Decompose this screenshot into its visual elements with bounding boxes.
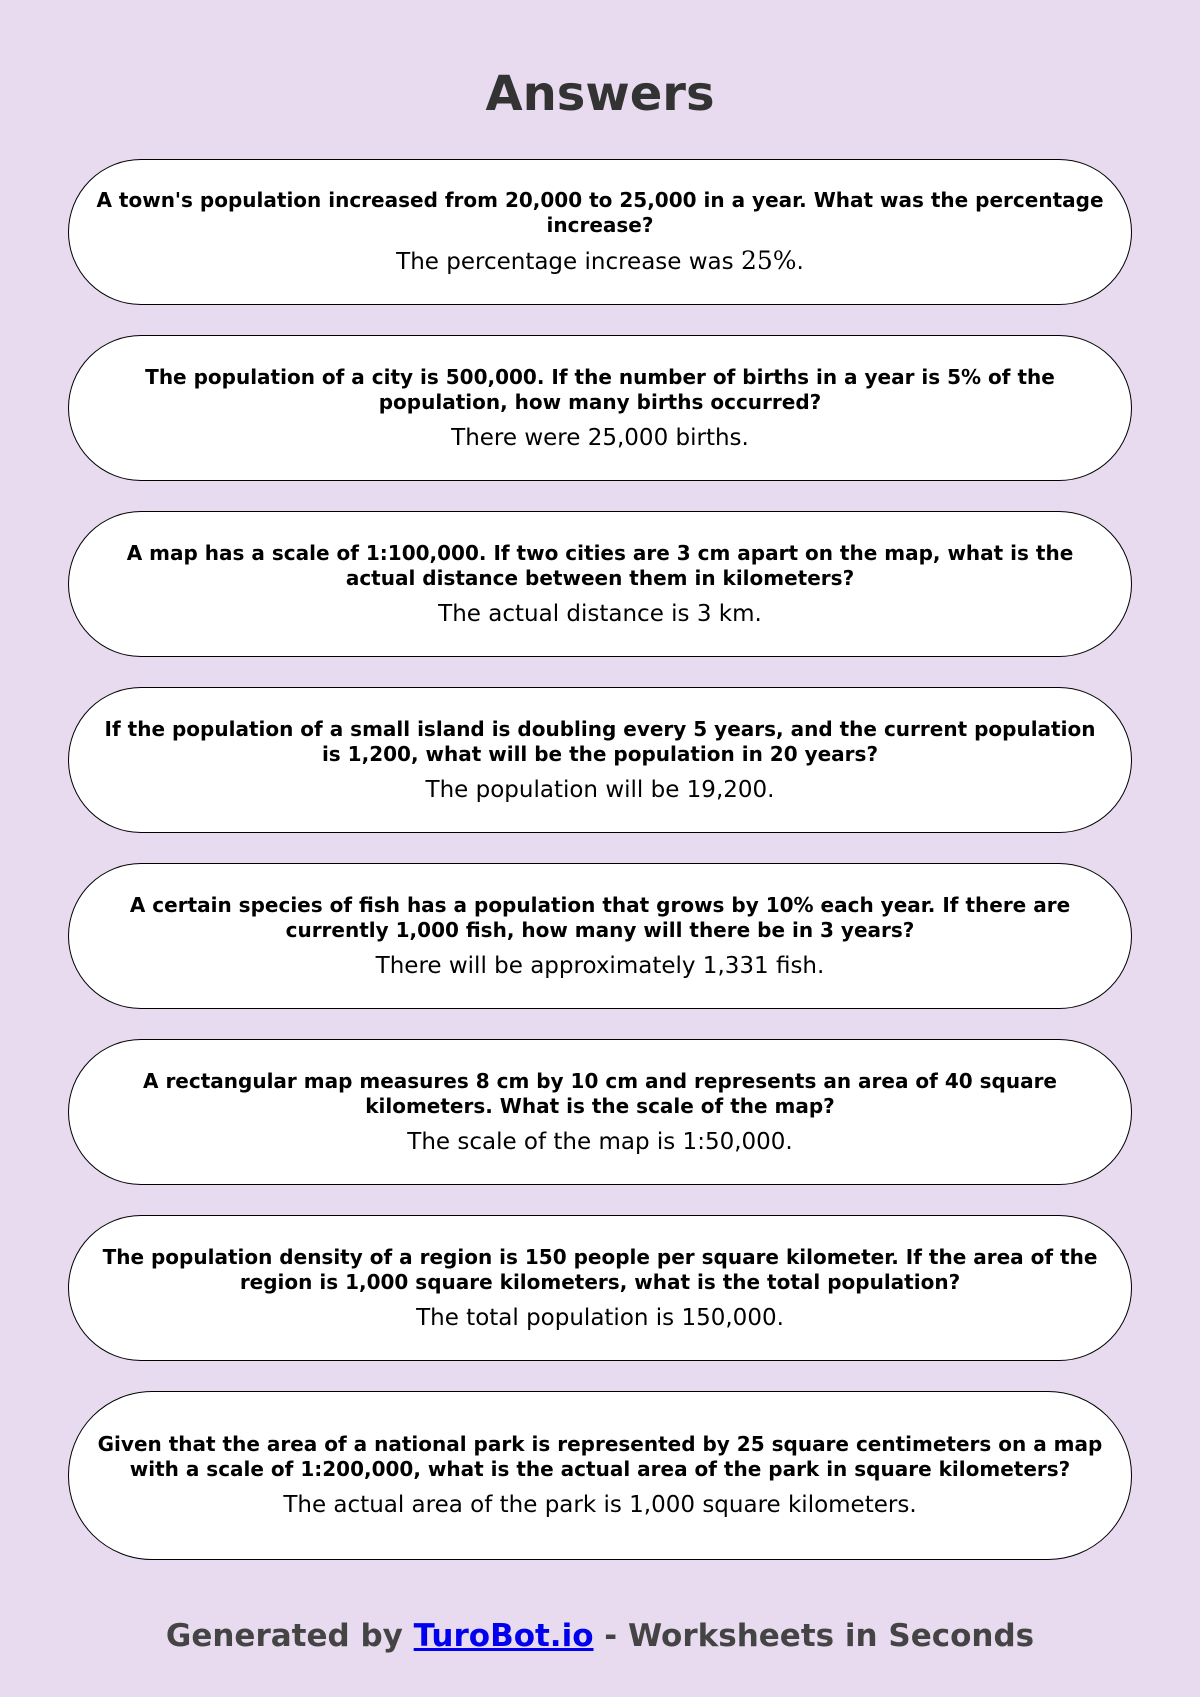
answer-card (68, 1039, 1132, 1185)
answer-text: There will be approximately 1,331 fish. (375, 952, 825, 979)
answer-list (68, 159, 1132, 1590)
answer-card (68, 687, 1132, 833)
question-text: The population density of a region is 150 people per square kilometer. If the area of the region is 1,000 square kilometers, what is the total population? (102, 1244, 1098, 1294)
answer-prefix: The percentage increase was (396, 249, 741, 275)
answer-text: The actual area of the park is 1,000 square kilometers. (283, 1492, 917, 1518)
answer-text: The total population is 150,000. (416, 1304, 784, 1331)
answer-text: The actual distance is 3 km. (438, 600, 762, 627)
question-text: The population of a city is 500,000. If the number of births in a year is 5% of the population, how many births occurred? (145, 364, 1055, 414)
footer-prefix: Generated by (165, 1618, 414, 1654)
question-text: Given that the area of a national park is represented by 25 square centimeters on a map with a scale of 1:200,000, what is the actual area of the park in square kilometers? (97, 1432, 1103, 1481)
answer-card (68, 863, 1132, 1009)
answer-text (396, 247, 804, 276)
question-text: A town's population increased from 20,000 to 25,000 in a year. What was the percentage increase? (96, 188, 1104, 237)
answer-suffix: . (796, 249, 804, 275)
turobot-link[interactable]: TuroBot.io (413, 1618, 594, 1654)
footer-suffix: - Worksheets in Seconds (593, 1618, 1035, 1654)
answer-text: There were 25,000 births. (451, 424, 749, 451)
answer-card (68, 335, 1132, 481)
answer-text: The population will be 19,200. (425, 776, 775, 803)
answer-card (68, 1215, 1132, 1361)
question-text: A rectangular map measures 8 cm by 10 cm and represents an area of 40 square kilometers. What is the scale of the map? (143, 1068, 1057, 1118)
question-text: A map has a scale of 1:100,000. If two cities are 3 cm apart on the map, what is the actual distance between them in kilometers? (126, 540, 1074, 590)
footer (0, 1618, 1200, 1655)
question-text: If the population of a small island is doubling every 5 years, and the current population is 1,200, what will be the population in 20 years? (104, 716, 1096, 766)
answer-text: The scale of the map is 1:50,000. (407, 1128, 793, 1155)
answer-card (68, 1391, 1132, 1560)
page-title: Answers (485, 66, 715, 122)
question-text: A certain species of fish has a population that grows by 10% each year. If there are currently 1,000 fish, how many will there be in 3 years? (129, 892, 1071, 942)
answer-card (68, 159, 1132, 305)
answer-math: 25% (740, 246, 797, 275)
answer-card (68, 511, 1132, 657)
